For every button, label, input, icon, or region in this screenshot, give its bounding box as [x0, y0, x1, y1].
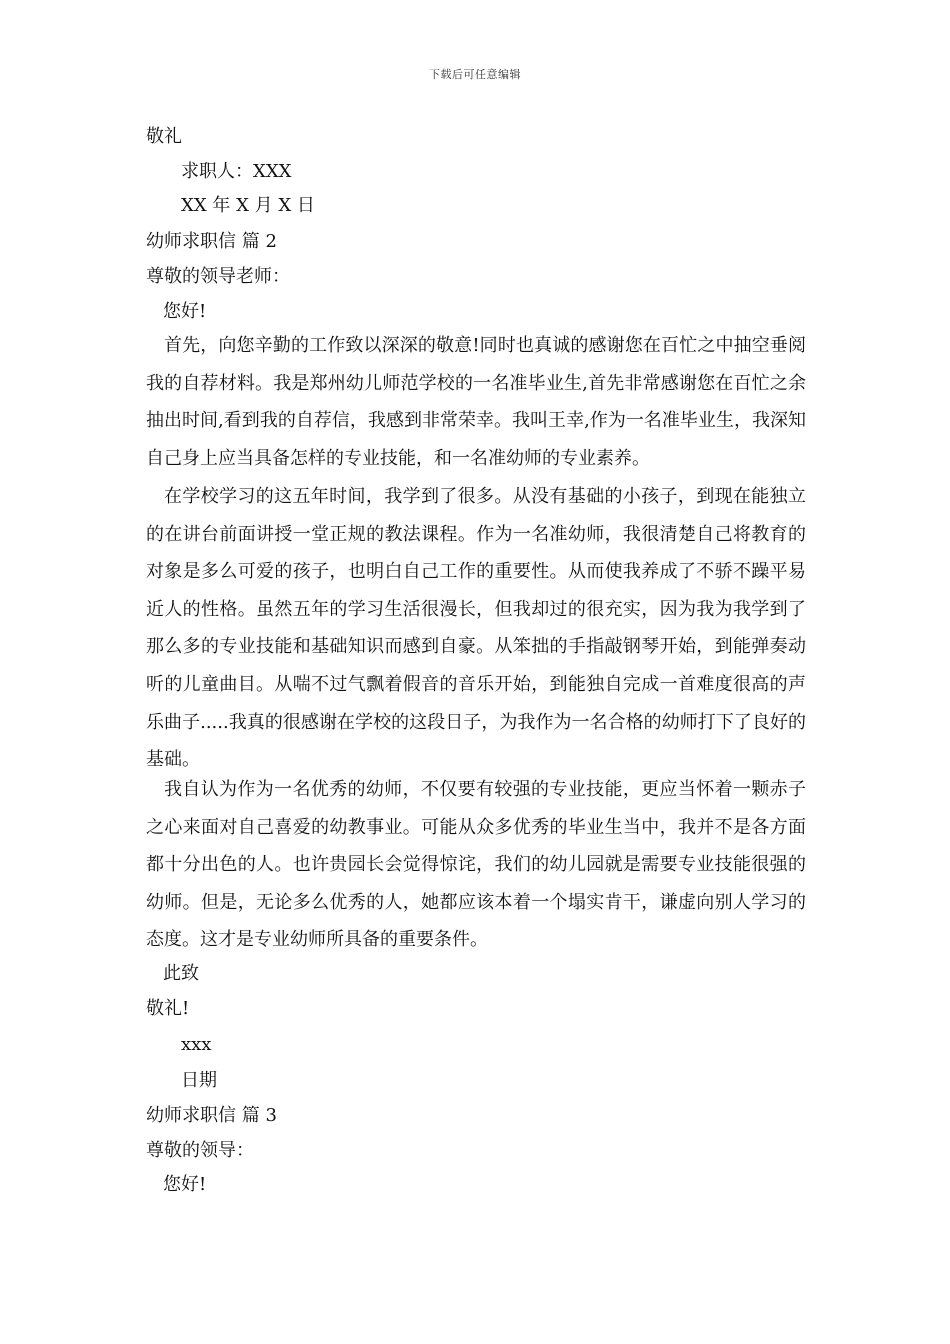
letter2-paragraph-3: 我自认为作为一名优秀的幼师，不仅要有较强的专业技能，更应当怀着一颗赤子之心来面对自己喜爱的幼教事业。可能从众多优秀的毕业生当中，我并不是各方面都十分出色的人。也许贵园长会觉得惊诧，我们的幼儿园就是需要专业技能很强的幼师。但是，无论多么优秀的人，她都应该本着一个塌实肯干，谦虚向别人学习的态度。这才是专业幼师所具备的重要条件。 — [146, 779, 806, 951]
letter1-date: XX 年 X 月 X 日 — [181, 195, 315, 216]
letter2-salutation: 尊敬的领导老师： — [146, 266, 290, 287]
letter1-closing: 敬礼 — [146, 126, 182, 147]
letter1-applicant: 求职人：XXX — [181, 161, 292, 182]
letter2-greeting: 您好! — [163, 301, 207, 322]
letter2-paragraph-1: 首先，向您辛勤的工作致以深深的敬意!同时也真诚的感谢您在百忙之中抽空垂阅我的自荐材料。我是郑州幼儿师范学校的一名准毕业生,首先非常感谢您在百忙之余抽出时间,看到我的自荐信，我感到非常荣幸。我叫王幸,作为一名准毕业生，我深知自己身上应当具备怎样的专业技能，和一名准幼师的专业素养。 — [146, 335, 806, 469]
page-header-note: 下载后可任意编辑 — [429, 68, 521, 81]
letter2-closing-jing-li: 敬礼! — [146, 998, 190, 1019]
letter3-title: 幼师求职信 篇 3 — [146, 1105, 277, 1126]
letter3-greeting: 您好! — [163, 1174, 207, 1195]
letter2-paragraph-2: 在学校学习的这五年时间，我学到了很多。从没有基础的小孩子，到现在能独立的在讲台前面讲授一堂正规的教法课程。作为一名准幼师，我很清楚自己将教育的对象是多么可爱的孩子，也明白自己工作的重要性。从而使我养成了不骄不躁平易近人的性格。虽然五年的学习生活很漫长，但我却过的很充实，因为我为我学到了那么多的专业技能和基础知识而感到自豪。从笨拙的手指敲钢琴开始，到能弹奏动听的儿童曲目。从喘不过气飘着假音的音乐开始，到能独自完成一首难度很高的声乐曲子.....我真的很感谢在学校的这段日子，为我作为一名合格的幼师打下了良好的基础。 — [146, 486, 806, 771]
letter2-signature: xxx — [181, 1034, 212, 1055]
letter2-date: 日期 — [181, 1070, 217, 1091]
letter3-salutation: 尊敬的领导： — [146, 1140, 254, 1161]
letter2-title: 幼师求职信 篇 2 — [146, 231, 277, 252]
letter2-closing-ci-zhi: 此致 — [163, 963, 199, 984]
